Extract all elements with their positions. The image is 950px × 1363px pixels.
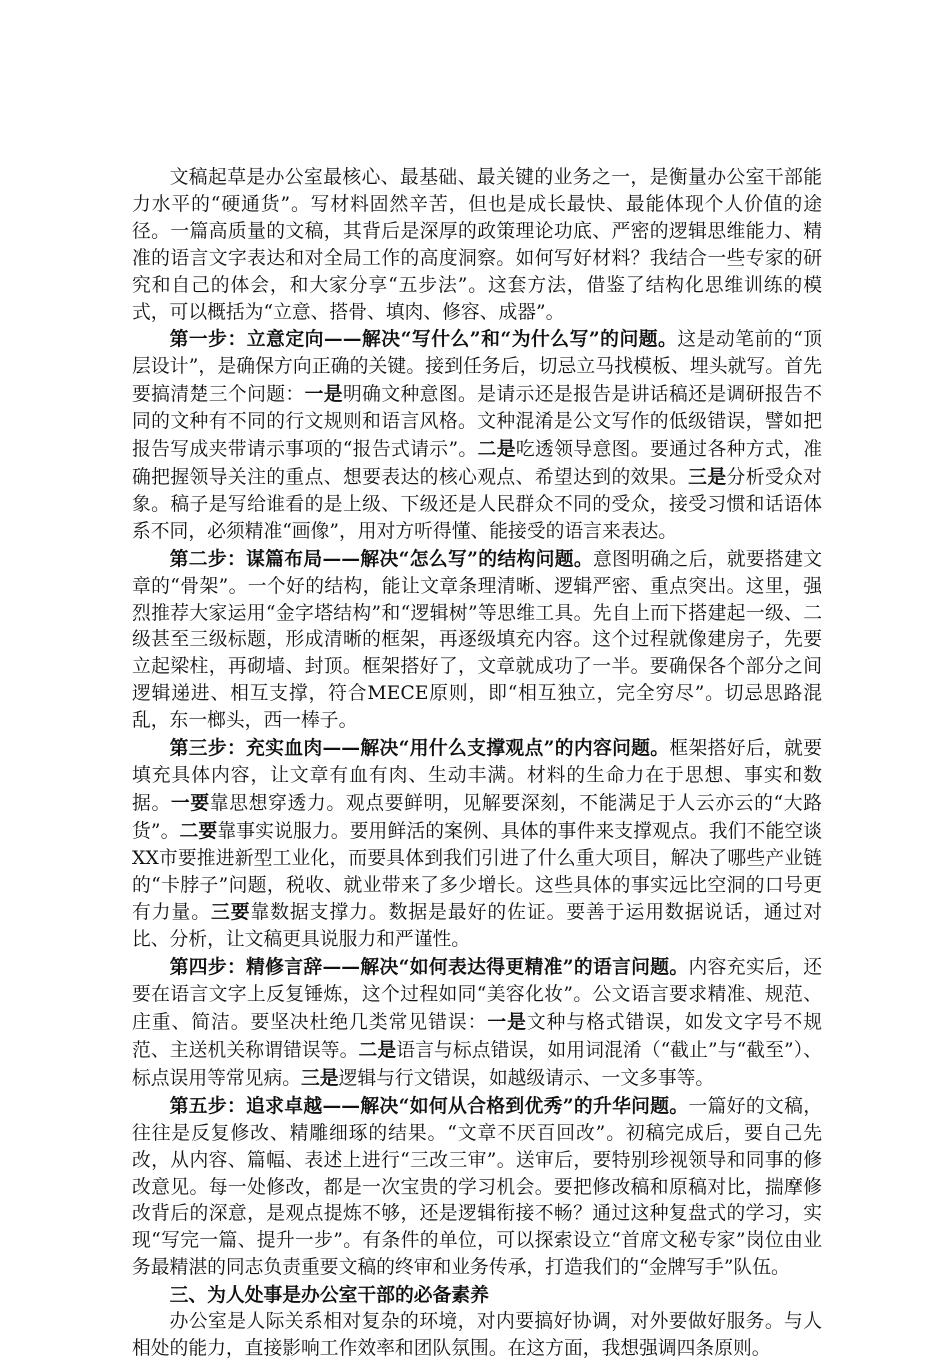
step-4-keyword-3: 三是 — [301, 1066, 339, 1089]
step-4-paragraph — [132, 954, 822, 1093]
step-4-text: 内容充实后，还要在语言文字上反复锤炼，这个过程如同“美容化妆”。公文语言要求精准、规范、庄重、简洁。要坚决杜绝几类常见错误： — [132, 957, 823, 1034]
step-1-text: 这是动笔前的“顶层设计”，是确保方向正确的关键。接到任务后，切忌立马找模板、埋头就写。首先要搞清楚三个问题： — [132, 329, 822, 406]
step-1-text: 吃透领导意图。要通过各种方式，准确把握领导关注的重点、想要表达的核心观点、希望达到的效果。 — [132, 439, 823, 488]
step-1-paragraph — [132, 326, 822, 545]
step-3-text: 靠思想穿透力。观点要鲜明，见解要深刻，不能满足于人云亦云的“大路货”。 — [132, 792, 823, 842]
step-1-keyword-1: 一是 — [304, 383, 343, 406]
step-2-paragraph — [132, 546, 822, 735]
section-3-body: 办公室是人际关系相对复杂的环境，对内要搞好协调，对外要做好服务。与人相处的能力，直接影响工作效率和团队氛围。在这方面，我想强调四条原则。 — [132, 1311, 822, 1359]
step-5-paragraph — [132, 1093, 822, 1282]
step-3-keyword-3: 三要 — [210, 901, 251, 924]
step-3-text: 靠数据支撑力。数据是最好的佐证。要善于运用数据说话，通过对比、分析，让文稿更具说服力和严谨性。 — [132, 902, 823, 951]
step-3-text: 框架搭好后，就要填充具体内容，让文章有血有肉、生动丰满。材料的生命力在于思想、事实和数据。 — [132, 738, 823, 814]
step-1-text: 分析受众对象。稿子是写给谁看的是上级、下级还是人民群众不同的受众，接受习惯和话语体系不同，必须精准“画像”，用对方听得懂、能接受的语言来表达。 — [132, 466, 823, 542]
intro-paragraph: 文稿起草是办公室最核心、最基础、最关键的业务之一，是衡量办公室干部能力水平的“硬通货”。写材料固然辛苦，但也是成长最快、最能体现个人价值的途径。一篇高质量的文稿，其背后是深厚的政策理论功底、严密的逻辑思维能力、精准的语言文字表达和对全局工作的高度洞察。如何写好材料？我结合一些专家的研究和自己的体会，和大家分享“五步法”。这套方法，借鉴了结构化思维训练的模式，可以概括为“立意、搭骨、填肉、修容、成器”。 — [132, 167, 822, 323]
step-5-heading: 第五步：追求卓越——解决“如何从合格到优秀”的升华问题。 — [169, 1094, 689, 1117]
step-1-text: 明确文种意图。是请示还是报告是讲话稿还是调研报告不同的文种有不同的行文规则和语言风格。文种混淆是公文写作的低级错误，譬如把报告写成夹带请示事项的“报告式请示”。 — [132, 384, 823, 461]
step-4-keyword-2: 二是 — [358, 1039, 397, 1061]
step-3-paragraph — [132, 735, 822, 954]
step-4-text: 逻辑与行文错误，如越级请示、一文多事等。 — [338, 1067, 715, 1089]
step-3-heading: 第三步：充实血肉——解决“用什么支撑观点”的内容问题。 — [169, 737, 670, 760]
step-3-text: 靠事实说服力。要用鲜活的案例、具体的事件来支撑观点。我们不能空谈XX市要推进新型工业化，而要具体到我们引进了什么重大项目，解决了哪些产业链的“卡脖子”问题，税收、就业带来了多少增长。这些具体的事实远比空洞的口号更有力量。 — [132, 820, 823, 924]
step-1-keyword-2: 二是 — [477, 438, 516, 461]
step-3-keyword-1: 一要 — [170, 791, 210, 814]
step-4-heading: 第四步：精修言辞——解决“如何表达得更精准”的语言问题。 — [169, 956, 689, 979]
step-2-text: 意图明确之后，就要搭建文章的“骨架”。一个好的结构，能让文章条理清晰、逻辑严密、重点突出。这里，强烈推荐大家运用“金字塔结构”和“逻辑树”等思维工具。先自上而下搭建起一级、二级甚至三级标题，形成清晰的框架，再逐级填充内容。这个过程就像建房子，先要立起梁柱，再砌墙、封顶。框架搭好了，文章就成功了一半。要确保各个部分之间逻辑递进、相互支撑，符合MECE原则，即“相互独立，完全穷尽”。切忌思路混乱，东一榔头，西一棒子。 — [132, 548, 822, 732]
step-5-text: 一篇好的文稿，往往是反复修改、精雕细琢的结果。“文章不厌百回改”。初稿完成后，要自己先改，从内容、篇幅、表述上进行“三改三审”。送审后，要特别珍视领导和同事的修改意见。每一处修改，都是一次宝贵的学习机会。要把修改稿和原稿对比，揣摩修改背后的深意，是观点提炼不够，还是逻辑衔接不畅？通过这种复盘式的学习，实现“写完一篇、提升一步”。有条件的单位，可以探索设立“首席文秘专家”岗位由业务最精湛的同志负责重要文稿的终审和业务传承，打造我们的“金牌写手”队伍。 — [132, 1095, 823, 1279]
step-3-keyword-2: 二要 — [179, 819, 218, 842]
step-1-heading: 第一步：立意定向——解决“写什么”和“为什么写”的问题。 — [169, 328, 678, 351]
document-page — [132, 165, 822, 1363]
step-4-text: 文种与格式错误，如发文字号不规范、主送机关称谓错误等。 — [132, 1012, 823, 1061]
section-3-heading: 三、为人处事是办公室干部的必备素养 — [169, 1284, 489, 1307]
step-1-keyword-3: 三是 — [688, 465, 727, 488]
step-2-heading: 第二步：谋篇布局——解决“怎么写”的结构问题。 — [169, 547, 593, 570]
step-4-keyword-1: 一是 — [487, 1011, 527, 1034]
step-4-text: 语言与标点错误，如用词混淆（“截止”与“截至”）、标点误用等常见病。 — [132, 1040, 823, 1089]
